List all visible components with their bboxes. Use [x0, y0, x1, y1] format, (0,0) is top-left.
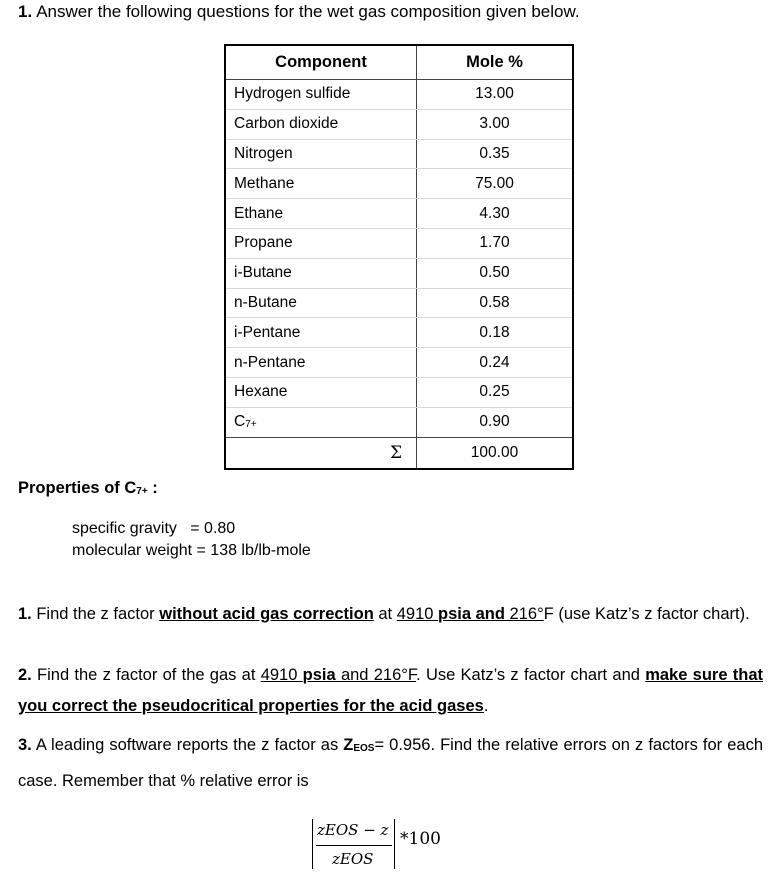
formula-multiplier: *100 [400, 829, 441, 849]
table-row [225, 228, 573, 258]
q2-underline-1a: 4910 [260, 666, 303, 684]
q3-text-2: = 0.956. Find the relative errors on z factors for each case. Remember that % relative error is [18, 736, 763, 790]
c7-sub: 7+ [245, 419, 257, 431]
table-row [225, 377, 573, 407]
mole-percent: 4.30 [417, 199, 574, 229]
component-name: Ethane [225, 199, 417, 229]
q2-text-3: . [483, 697, 489, 715]
q2-text-1: Find the z factor of the gas at [31, 666, 261, 684]
component-name [225, 407, 417, 437]
q2-underline-1b: psia [302, 666, 336, 684]
relative-error-formula [312, 815, 452, 871]
table-row [225, 407, 573, 437]
table-row [225, 318, 573, 348]
heading-text: Answer the following questions for the wet gas composition given below. [36, 2, 580, 21]
header-component: Component [225, 45, 417, 80]
abs-bar-left [312, 819, 313, 869]
formula-denominator: zEOS [332, 850, 374, 868]
q3-number: 3. [18, 736, 32, 754]
question-3 [18, 729, 763, 798]
component-name: Nitrogen [225, 139, 417, 169]
properties-title [18, 479, 158, 498]
component-name: Propane [225, 228, 417, 258]
mole-percent: 0.18 [417, 318, 574, 348]
sum-row [225, 437, 573, 469]
q1-underline-2a: 4910 [396, 605, 439, 623]
q3-z-main: Z [343, 736, 354, 754]
q3-text-1: A leading software reports the z factor as [31, 736, 344, 754]
q3-z-sub: EOS [353, 743, 375, 754]
q1-text-3: F (use Katz’s z factor chart). [543, 605, 750, 623]
component-name: Carbon dioxide [225, 109, 417, 139]
table-row [225, 80, 573, 110]
table-row [225, 109, 573, 139]
c7-main: C [234, 413, 246, 431]
table-row [225, 348, 573, 378]
q1-underline-2c: 216° [504, 605, 544, 623]
table-row [225, 139, 573, 169]
properties-title-sub: 7+ [136, 486, 148, 497]
component-name: Hydrogen sulfide [225, 80, 417, 110]
molecular-weight: molecular weight = 138 lb/lb-mole [72, 542, 311, 559]
mole-percent: 0.24 [417, 348, 574, 378]
component-name: n-Butane [225, 288, 417, 318]
q2-text-2: . Use Katz’s z factor chart and [416, 666, 646, 684]
mole-percent: 0.50 [417, 258, 574, 288]
mole-percent: 0.58 [417, 288, 574, 318]
q1-underline-1: without acid gas correction [159, 605, 374, 623]
properties-title-suffix: : [147, 479, 158, 497]
question-heading [18, 2, 580, 22]
mole-percent: 0.25 [417, 377, 574, 407]
q1-text-1: Find the z factor [31, 605, 160, 623]
fraction-line [316, 845, 392, 846]
component-name: Methane [225, 169, 417, 199]
component-name: n-Pentane [225, 348, 417, 378]
header-mole-percent: Mole % [417, 45, 574, 80]
mole-percent: 75.00 [417, 169, 574, 199]
component-name: Hexane [225, 377, 417, 407]
properties-title-prefix: Properties of C [18, 479, 137, 497]
heading-number: 1. [18, 2, 33, 21]
table-row [225, 169, 573, 199]
question-1 [18, 599, 763, 630]
formula-numerator: zEOS − z [317, 821, 389, 839]
question-2 [18, 660, 763, 722]
component-name: i-Butane [225, 258, 417, 288]
q1-text-2: at [373, 605, 397, 623]
sum-value: 100.00 [417, 437, 574, 469]
mole-percent: 13.00 [417, 80, 574, 110]
q2-underline-2: make sure that you correct the pseudocritical properties for the acid gases [18, 666, 763, 715]
sum-symbol: Σ [225, 437, 417, 469]
table-header-row [225, 45, 573, 80]
composition-table [224, 44, 574, 470]
mole-percent: 0.90 [417, 407, 574, 437]
component-name: i-Pentane [225, 318, 417, 348]
abs-bar-right [394, 819, 395, 869]
mole-percent: 3.00 [417, 109, 574, 139]
table-row [225, 288, 573, 318]
q2-underline-1c: and 216°F [335, 666, 417, 684]
q2-number: 2. [18, 666, 32, 684]
mole-percent: 0.35 [417, 139, 574, 169]
mole-percent: 1.70 [417, 228, 574, 258]
table-row [225, 199, 573, 229]
specific-gravity: specific gravity = 0.80 [72, 520, 236, 537]
table-row [225, 258, 573, 288]
q1-underline-2b: psia and [438, 605, 505, 623]
q1-number: 1. [18, 605, 32, 623]
